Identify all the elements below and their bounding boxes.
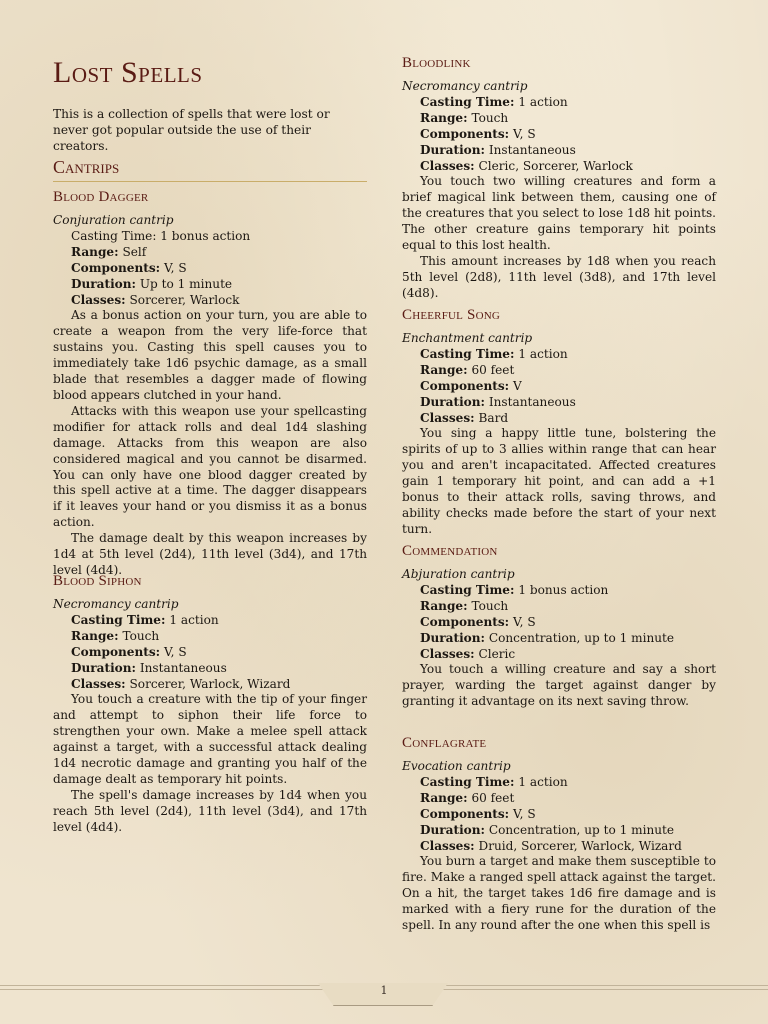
components-value: V, S xyxy=(164,644,187,659)
spell-range xyxy=(402,363,716,379)
range-value: Self xyxy=(122,244,147,259)
components-label: Components: xyxy=(71,644,161,659)
duration-value: Instantaneous xyxy=(139,660,227,675)
spell-description: The damage dealt by this weapon increases by 1d4 at 5th level (2d4), 11th level (3d4), and 17th level (4d4). xyxy=(53,531,367,577)
spell-name: Blood Siphon xyxy=(53,573,142,589)
spell-components xyxy=(402,127,716,143)
spell-range xyxy=(402,111,716,127)
classes-label: Classes: xyxy=(420,410,475,425)
section-heading-cantrips: Cantrips xyxy=(53,157,367,182)
range-label: Range: xyxy=(71,628,119,643)
spell-duration xyxy=(402,823,716,839)
spell-classes xyxy=(402,411,716,427)
components-value: V, S xyxy=(513,614,536,629)
casting-time-label: Casting Time: xyxy=(420,774,515,789)
spell-duration xyxy=(53,277,367,293)
components-label: Components: xyxy=(420,614,510,629)
casting-time-value: 1 bonus action xyxy=(518,582,609,597)
spell-bloodlink xyxy=(402,55,716,302)
range-value: Touch xyxy=(471,110,509,125)
duration-label: Duration: xyxy=(420,142,485,157)
components-value: V, S xyxy=(164,260,187,275)
classes-value: Sorcerer, Warlock, Wizard xyxy=(129,676,291,691)
spell-blood-dagger xyxy=(53,189,367,579)
components-label: Components: xyxy=(420,126,510,141)
range-value: 60 feet xyxy=(471,790,515,805)
page-number: 1 xyxy=(380,984,388,997)
spell-conflagrate xyxy=(402,735,716,934)
classes-label: Classes: xyxy=(420,158,475,173)
spell-description: You touch two willing creatures and form a brief magical link between them, causing one of the creatures that you select to lose 1d8 hit points. The other creature gains temporary hit points equal to this lost health. xyxy=(402,174,716,253)
spell-name: Conflagrate xyxy=(402,735,487,751)
casting-time-value: 1 action xyxy=(518,346,568,361)
spell-school: Evocation cantrip xyxy=(402,759,511,773)
spell-classes xyxy=(402,159,716,175)
spell-components xyxy=(53,261,367,277)
spell-components xyxy=(402,379,716,395)
spell-name: Commendation xyxy=(402,543,498,559)
spell-range xyxy=(402,791,716,807)
range-value: Touch xyxy=(122,628,160,643)
duration-value: Concentration, up to 1 minute xyxy=(488,822,675,837)
spell-components xyxy=(402,615,716,631)
spell-casting-time: Casting Time: 1 bonus action xyxy=(71,228,251,243)
spell-description: You burn a target and make them susceptible to fire. Make a ranged spell attack against the target. On a hit, the target takes 1d6 fire damage and is marked with a fiery rune for the duration of the spell. In any round after the one when this spell is xyxy=(402,854,716,933)
range-label: Range: xyxy=(420,110,468,125)
range-label: Range: xyxy=(71,244,119,259)
components-label: Components: xyxy=(420,378,510,393)
spell-school: Enchantment cantrip xyxy=(402,331,533,345)
spell-casting-time xyxy=(402,775,716,791)
spell-range xyxy=(53,245,367,261)
components-value: V, S xyxy=(513,806,536,821)
components-label: Components: xyxy=(71,260,161,275)
casting-time-value: 1 action xyxy=(169,612,219,627)
spell-description: You touch a willing creature and say a short prayer, warding the target against danger by granting it advantage on its next saving throw. xyxy=(402,662,716,709)
classes-label: Classes: xyxy=(420,646,475,661)
spell-duration xyxy=(402,143,716,159)
spell-duration xyxy=(53,661,367,677)
spell-range xyxy=(402,599,716,615)
spell-school: Necromancy cantrip xyxy=(402,79,528,93)
range-label: Range: xyxy=(420,362,468,377)
spell-casting-time xyxy=(402,583,716,599)
classes-label: Classes: xyxy=(420,838,475,853)
duration-label: Duration: xyxy=(71,660,136,675)
spell-classes xyxy=(402,647,716,663)
spell-classes xyxy=(53,293,367,309)
casting-time-label: Casting Time: xyxy=(420,346,515,361)
casting-time-label: Casting Time: xyxy=(420,94,515,109)
classes-value: Cleric xyxy=(478,646,516,661)
spell-description: Attacks with this weapon use your spellcasting modifier for attack rolls and deal 1d4 slashing damage. Attacks from this weapon are also considered magical and you cannot be disarmed. You can only have one blood dagger created by this spell active at a time. The dagger disappears if it leaves your hand or you dismiss it as a bonus action. xyxy=(53,403,367,530)
duration-value: Concentration, up to 1 minute xyxy=(488,630,675,645)
classes-label: Classes: xyxy=(71,292,126,307)
duration-value: Instantaneous xyxy=(488,394,576,409)
classes-value: Sorcerer, Warlock xyxy=(129,292,240,307)
casting-time-label: Casting Time: xyxy=(420,582,515,597)
spell-name: Cheerful Song xyxy=(402,307,501,323)
spell-description: You touch a creature with the tip of your finger and attempt to siphon their life force to strengthen your own. Make a melee spell attack against a target, with a successful attack dealing 1d4 necrotic damage and granting you half of the damage dealt as temporary hit points. xyxy=(53,692,367,786)
components-label: Components: xyxy=(420,806,510,821)
spell-classes xyxy=(53,677,367,693)
page-title: Lost Spells xyxy=(53,56,203,89)
duration-label: Duration: xyxy=(71,276,136,291)
spell-name: Bloodlink xyxy=(402,55,471,71)
spell-casting-time xyxy=(402,95,716,111)
spell-school: Conjuration cantrip xyxy=(53,213,174,227)
classes-label: Classes: xyxy=(71,676,126,691)
range-label: Range: xyxy=(420,598,468,613)
spell-duration xyxy=(402,631,716,647)
spell-casting-time xyxy=(402,347,716,363)
intro-paragraph: This is a collection of spells that were lost or never got popular outside the use of their creators. xyxy=(53,107,330,153)
duration-label: Duration: xyxy=(420,394,485,409)
duration-value: Up to 1 minute xyxy=(139,276,233,291)
spell-description: This amount increases by 1d8 when you reach 5th level (2d8), 11th level (3d8), and 17th level (4d8). xyxy=(402,253,716,300)
duration-label: Duration: xyxy=(420,822,485,837)
spell-description: You sing a happy little tune, bolstering the spirits of up to 3 allies within range that can hear you and aren't incapacitated. Affected creatures gain 1 temporary hit point, and can add a +1 bonus to their attack rolls, saving throws, and ability checks made before the start of your next turn. xyxy=(402,426,716,536)
spell-cheerful-song xyxy=(402,307,716,538)
casting-time-label: Casting Time: xyxy=(71,612,166,627)
spell-school: Abjuration cantrip xyxy=(402,567,515,581)
components-value: V, S xyxy=(513,126,536,141)
spell-components xyxy=(402,807,716,823)
spell-components xyxy=(53,645,367,661)
classes-value: Druid, Sorcerer, Warlock, Wizard xyxy=(478,838,682,853)
spell-description: The spell's damage increases by 1d4 when you reach 5th level (2d4), 11th level (3d4), and 17th level (4d4). xyxy=(53,787,367,834)
spell-duration xyxy=(402,395,716,411)
classes-value: Bard xyxy=(478,410,509,425)
casting-time-value: 1 action xyxy=(518,94,568,109)
casting-time-value: 1 action xyxy=(518,774,568,789)
spell-classes xyxy=(402,839,716,855)
range-label: Range: xyxy=(420,790,468,805)
spell-blood-siphon xyxy=(53,573,367,836)
spell-name: Blood Dagger xyxy=(53,189,149,205)
range-value: Touch xyxy=(471,598,509,613)
duration-value: Instantaneous xyxy=(488,142,576,157)
spell-commendation xyxy=(402,543,716,710)
spell-casting-time xyxy=(53,613,367,629)
classes-value: Cleric, Sorcerer, Warlock xyxy=(478,158,633,173)
spell-school: Necromancy cantrip xyxy=(53,597,179,611)
duration-label: Duration: xyxy=(420,630,485,645)
spell-range xyxy=(53,629,367,645)
spell-description: As a bonus action on your turn, you are able to create a weapon from the very life-force that sustains you. Casting this spell causes you to immediately take 1d6 psychic damage, as a small blade that resembles a dagger made of flowing blood appears clutched in your hand. xyxy=(53,308,367,402)
range-value: 60 feet xyxy=(471,362,515,377)
components-value: V xyxy=(513,378,522,393)
